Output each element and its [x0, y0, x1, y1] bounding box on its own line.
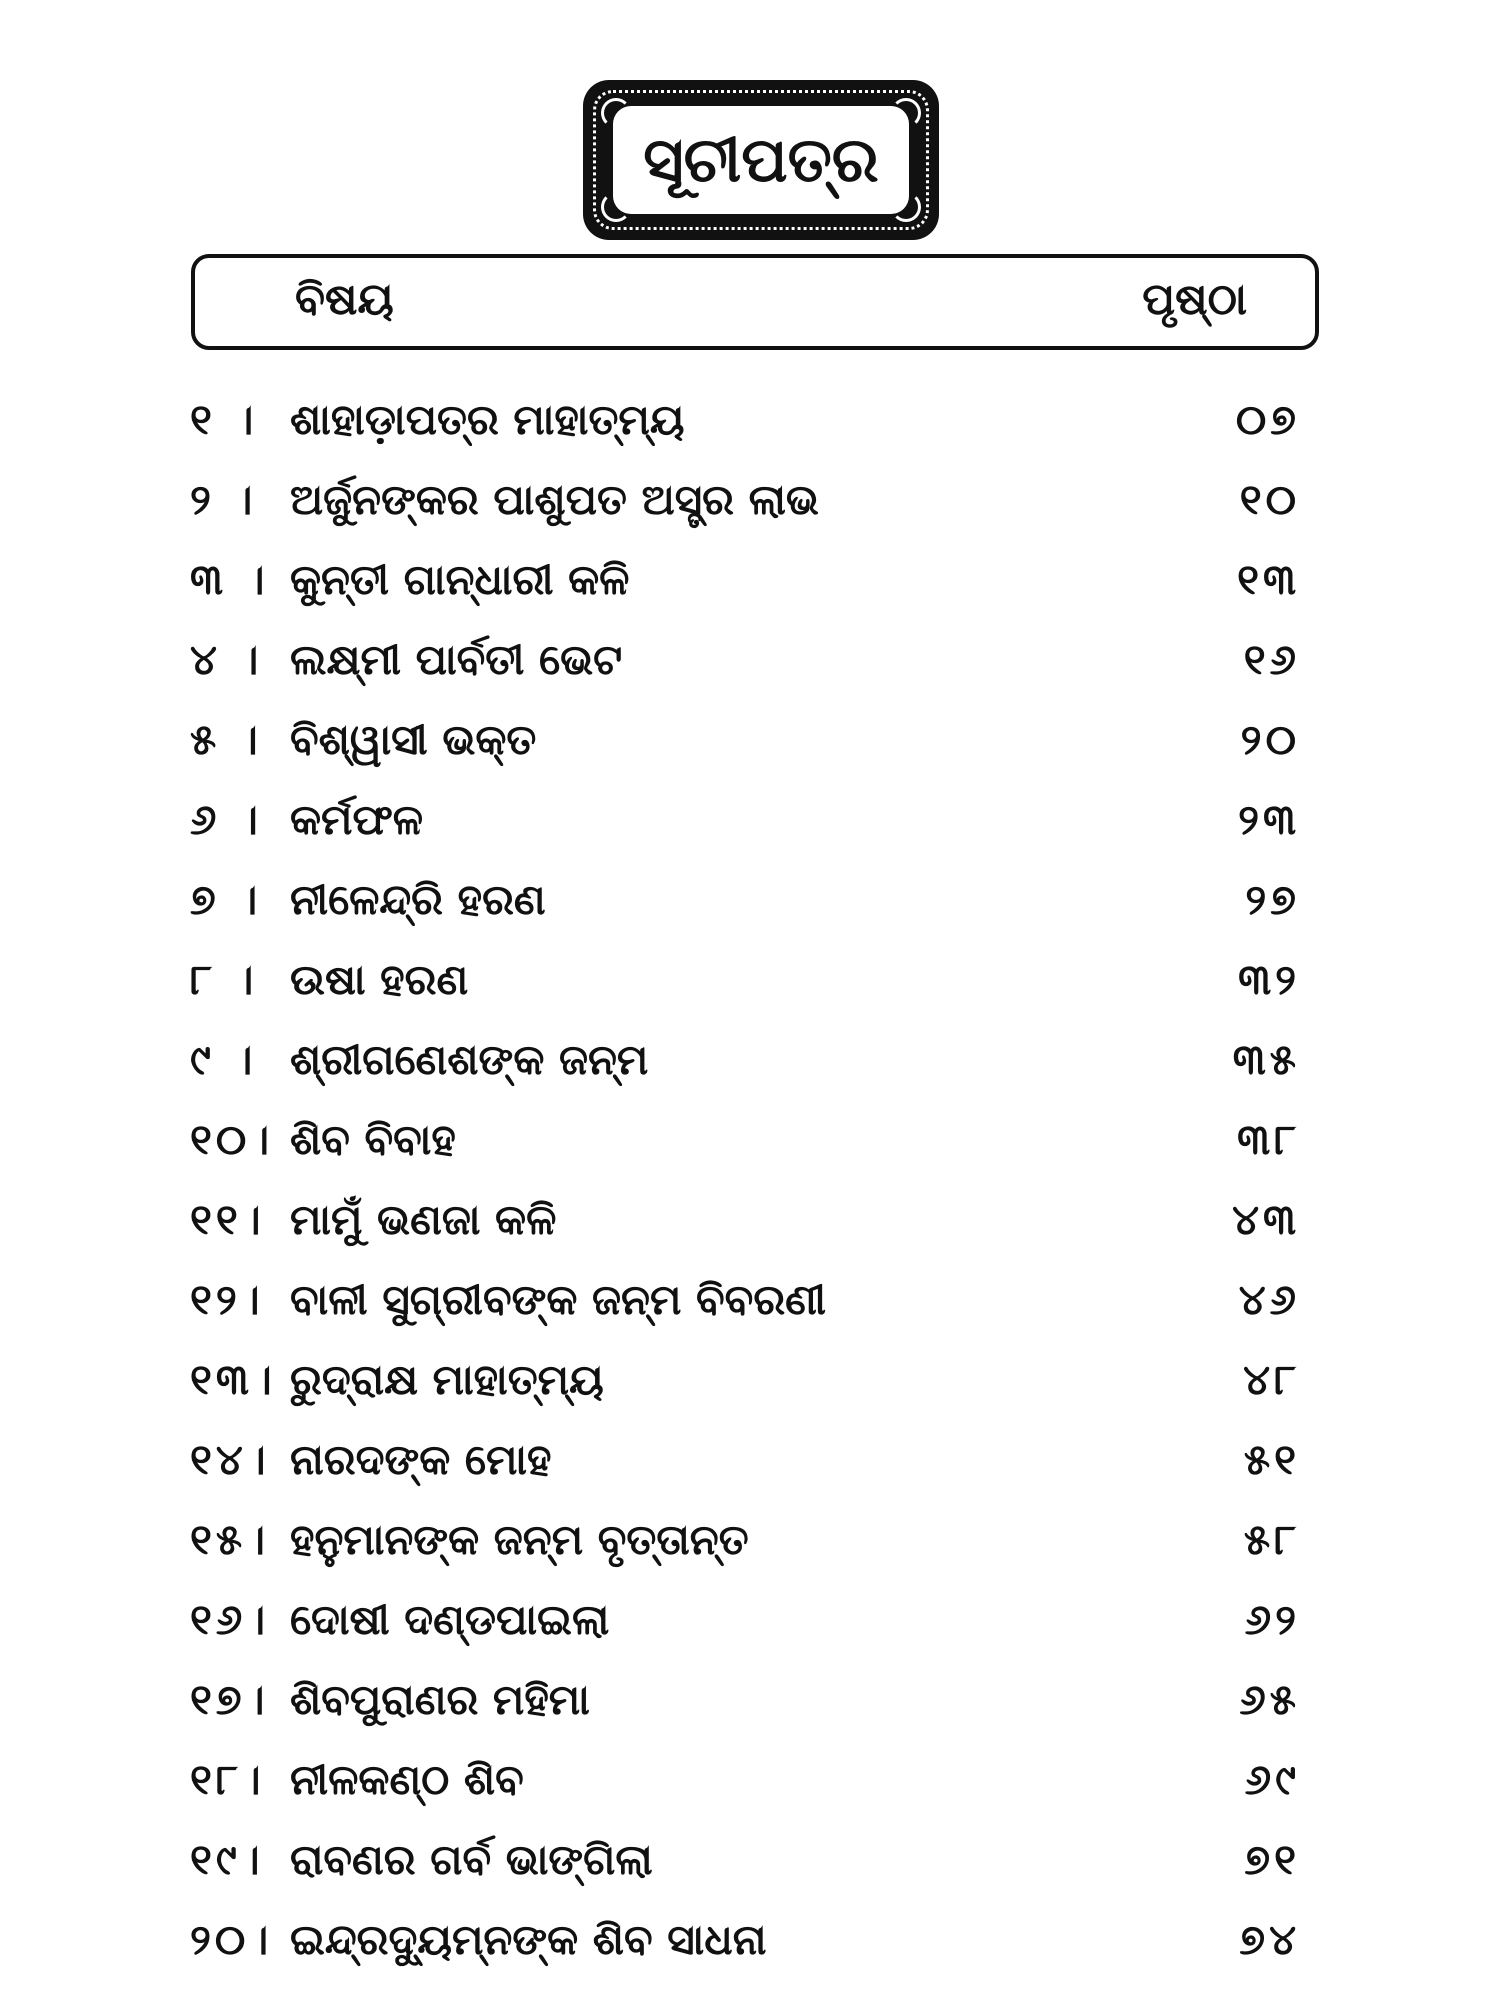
entry-number: ୩ ।: [190, 555, 269, 604]
subject-column-label: ବିଷୟ: [295, 274, 394, 325]
toc-header: [191, 254, 1319, 350]
toc-entry: [190, 1420, 1300, 1500]
toc-entry: [190, 1180, 1300, 1260]
toc-entry: [190, 1500, 1300, 1580]
title-plate: [583, 80, 939, 240]
entry-title: ମାମୁଁ ଭଣଜା କଳି: [290, 1195, 557, 1244]
entry-title: ନୀଳେନ୍ଦ୍ରି ହରଣ: [290, 875, 546, 924]
entry-title: ଉଷା ହରଣ: [290, 955, 469, 1004]
entry-number: ୧୭।: [190, 1675, 269, 1724]
entry-number: ୧୬।: [190, 1595, 270, 1644]
toc-entry: [190, 1740, 1300, 1820]
entry-title: ଶିବପୁରାଣର ମହିମା: [290, 1675, 590, 1724]
entry-title: ବିଶ୍ୱାସୀ ଭକ୍ତ: [290, 715, 537, 764]
entry-number: ୮ ।: [190, 955, 258, 1004]
toc-entry: [190, 1820, 1300, 1900]
entry-page: ୨୩: [1238, 795, 1300, 844]
entry-title: ଅର୍ଜୁନଙ୍କର ପାଶୁପତ ଅସ୍ତ୍ର ଲାଭ: [290, 475, 819, 524]
entry-title: ନୀଳକଣ୍ଠ ଶିବ: [290, 1755, 524, 1804]
entry-number: ୧୪।: [190, 1435, 270, 1484]
entry-number: ୪ ।: [190, 635, 263, 684]
entry-page: ୩୮: [1237, 1115, 1300, 1164]
toc-entry: [190, 620, 1300, 700]
entry-number: ୬ ।: [190, 795, 262, 844]
toc-entry: [190, 1100, 1300, 1180]
entry-page: ୪୩: [1232, 1195, 1300, 1244]
entry-title: ରାବଣର ଗର୍ବ ଭାଙ୍ଗିଲା: [290, 1835, 653, 1884]
entry-number: ୨୦।: [190, 1915, 273, 1964]
entry-page: ୨୦: [1240, 715, 1300, 764]
entry-title: ଦୋଷୀ ଦଣ୍ଡପାଇଲା: [290, 1595, 610, 1644]
toc-entry: [190, 460, 1300, 540]
entry-number: ୯ ।: [190, 1035, 257, 1084]
entry-title: କର୍ମଫଳ: [290, 795, 424, 844]
entry-page: ୬୫: [1239, 1675, 1300, 1724]
toc-entry: [190, 380, 1300, 460]
entry-page: ୧୬: [1243, 635, 1300, 684]
entry-page: ୩୫: [1232, 1035, 1300, 1084]
toc-entry: [190, 780, 1300, 860]
entry-number: ୧୮।: [190, 1755, 265, 1804]
entry-page: ୩୨: [1238, 955, 1300, 1004]
entry-title: ଇନ୍ଦ୍ରଦ୍ୟୁମ୍ନଙ୍କ ଶିବ ସାଧନା: [290, 1915, 767, 1964]
toc-list: [190, 380, 1300, 1980]
entry-number: ୧୧।: [190, 1195, 265, 1244]
entry-page: ୬୯: [1244, 1755, 1300, 1804]
toc-entry: [190, 700, 1300, 780]
toc-entry: [190, 1020, 1300, 1100]
entry-page: ୫୧: [1243, 1435, 1300, 1484]
toc-entry: [190, 540, 1300, 620]
entry-title: ଶ୍ରୀଗଣେଶଙ୍କ ଜନ୍ମ: [290, 1035, 649, 1084]
page-title: ସୂଚୀପତ୍ର: [613, 106, 909, 214]
entry-title: ବାଳୀ ସୁଗ୍ରୀବଙ୍କ ଜନ୍ମ ବିବରଣୀ: [290, 1275, 827, 1324]
toc-entry: [190, 1580, 1300, 1660]
entry-number: ୧୯।: [190, 1835, 264, 1884]
toc-entry: [190, 860, 1300, 940]
entry-title: କୁନ୍ତୀ ଗାନ୍ଧାରୀ କଳି: [290, 555, 630, 604]
page-column-label: ପୃଷ୍ଠା: [1142, 274, 1247, 325]
entry-page: ୧୩: [1237, 555, 1300, 604]
entry-page: ୨୭: [1245, 875, 1300, 924]
entry-title: ଶିବ ବିବାହ: [290, 1115, 456, 1164]
entry-title: ଲକ୍ଷ୍ମୀ ପାର୍ବତୀ ଭେଟ: [290, 635, 623, 684]
entry-page: ୪୬: [1238, 1275, 1300, 1324]
entry-title: ହନୁମାନଙ୍କ ଜନ୍ମ ବୃତ୍ତାନ୍ତ: [290, 1515, 749, 1564]
entry-page: ୪୮: [1243, 1355, 1300, 1404]
entry-page: ୭୪: [1239, 1915, 1300, 1964]
toc-entry: [190, 1340, 1300, 1420]
entry-number: ୨ ।: [190, 475, 257, 524]
entry-number: ୧୫।: [190, 1515, 269, 1564]
entry-page: ୬୨: [1244, 1595, 1300, 1644]
entry-page: ୦୭: [1235, 395, 1300, 444]
toc-entry: [190, 1260, 1300, 1340]
toc-entry: [190, 1900, 1300, 1980]
entry-title: ଶାହାଡ଼ାପତ୍ର ମାହାତ୍ମ୍ୟ: [290, 395, 685, 444]
toc-entry: [190, 1660, 1300, 1740]
entry-number: ୧ ।: [190, 395, 258, 444]
entry-number: ୧୦।: [190, 1115, 274, 1164]
entry-title: ରୁଦ୍ରାକ୍ଷ ମାହାତ୍ମ୍ୟ: [290, 1355, 604, 1404]
entry-page: ୧୦: [1239, 475, 1300, 524]
entry-number: ୭ ।: [190, 875, 262, 924]
entry-title: ନାରଦଙ୍କ ମୋହ: [290, 1435, 552, 1484]
entry-page: ୭୧: [1244, 1835, 1300, 1884]
entry-page: ୫୮: [1243, 1515, 1300, 1564]
toc-entry: [190, 940, 1300, 1020]
entry-number: ୧୩।: [190, 1355, 276, 1404]
entry-number: ୫ ।: [190, 715, 262, 764]
entry-number: ୧୨।: [190, 1275, 264, 1324]
